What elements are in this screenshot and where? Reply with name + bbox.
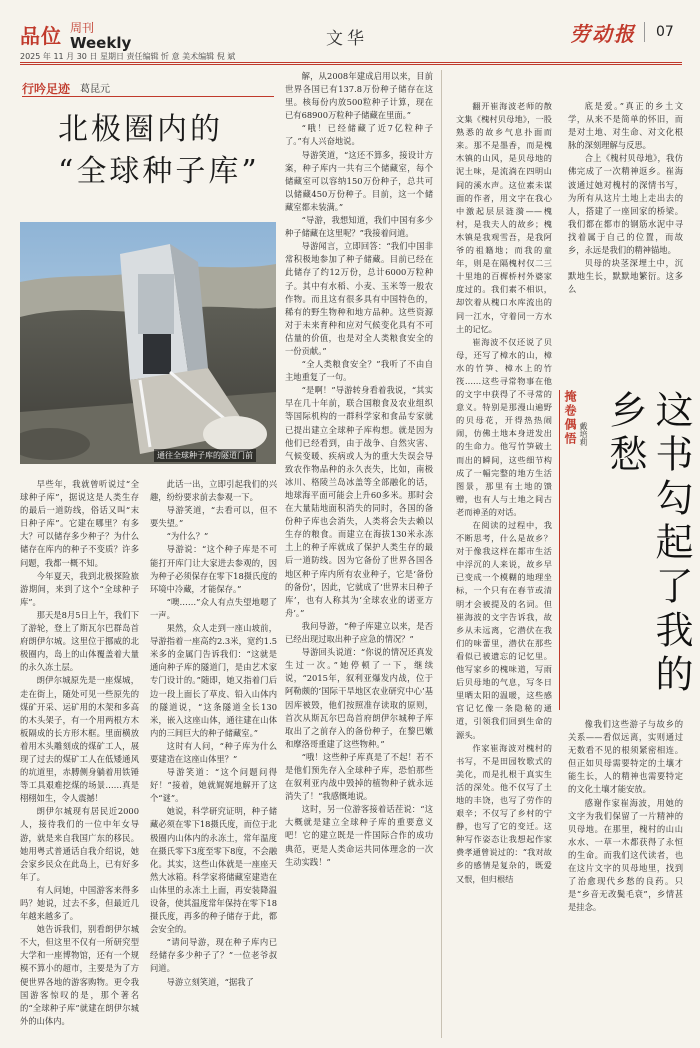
paragraph: 导游闻言，立即回答：“我们中国非常积极地参加了种子储藏。目前已经在此储存了约12万份，总计6000万粒种子。其中有水稻、小麦、玉米等一般农作物。而且这有很多具有中国特色的，稀有的野生物种和地方品种。这些资源对于未来育种和应对气候变化具有不可估量的价值，也是对全人类粮食安全的一份贡献。”	[285, 241, 433, 356]
column-tag: 行吟足迹	[22, 82, 71, 96]
header-divider	[644, 22, 645, 42]
paragraph: “哦！这些种子库真是了不起！若不是他们预先存入全球种子库，恐怕那些在叙利亚内战中毁掉的植物种子就永远消失了！”我感慨地说。	[285, 751, 433, 802]
photo-caption: 通往全球种子库的隧道门前	[154, 449, 256, 462]
paragraph: 早些年，我就曾听说过“全球种子库”，据说这是人类生存的最后一道防线，俗话又叫“末日种子库”。它建在哪里？有多大？可以储存多少种子？为什么储存在库内的种子不变质？许多问题，我都一概不知。	[20, 479, 139, 568]
article2-column-1	[456, 100, 552, 1025]
paragraph: 合上《槐村贝母地》，我仿佛完成了一次精神返乡。崔海波通过她对槐村的深情书写，为所有从这片土地上走出去的人，搭建了一座回家的桥梁。我们都在都市的钢筋水泥中寻找着属于自己的位置，而故乡，永远是我们的精神锚地。	[568, 153, 683, 256]
paragraph: 在阅读的过程中，我不断思考，什么是故乡？对于像我这样在都市生活中浮沉的人来说，故乡早已变成一个模糊的地理坐标，一个只有在春节或清明才会被提及的名词。但崔海波的文字告诉我，故乡从未远离，它潜伏在我们的味蕾里，潜伏在那些看似已被遗忘的记忆里。他写家乡的槐味道，写雨后贝母地的气息，写冬日里晒太阳的温暖，这些感官记忆像一条隐秘的通道，引领我们回到生命的源头。	[456, 520, 552, 740]
paragraph: 解，从2008年建成启用以来，目前世界各国已有137.8万份种子储存在这里。核每份内放500粒种子计算，现在已有68900万粒种子储藏在里面。”	[285, 71, 433, 121]
article1-column-2	[150, 478, 277, 1038]
paragraph: 导游回头说道：“你说的情况还真发生过一次。”她停顿了一下，继续说，“2015年，叙利亚爆发内战，位于阿勒颇的‘国际干旱地区农业研究中心’基因库被毁，他们按照准存读取的原则，首次从斯瓦尔巴岛首府朗伊尔城种子库取出了之前存入的备份种子，在黎巴嫩和摩洛哥重建了这些物种。”	[285, 647, 433, 749]
article1-column-1	[20, 478, 139, 1038]
paragraph: “哦！已经储藏了近7亿粒种子了。”有人兴奋地说。	[285, 123, 433, 147]
paragraph: 这时有人问，“种子库为什么要建造在这座山体里？”	[150, 740, 277, 764]
page-number: 07	[656, 24, 674, 40]
paragraph: 我问导游，“种子库建立以来，是否已经出现过取出种子应急的情况？”	[285, 620, 433, 645]
paragraph: 导游说：“这个种子库是不可能打开库门让大家进去参观的，因为种子必须保存在零下18摄氏度的环境中冷藏，才能保存。”	[150, 544, 277, 594]
header-rule	[20, 62, 682, 63]
paragraph: “是啊！”导游转身看着我说，“其实早在几十年前，联合国粮食及农业组织等国际机构的一群科学家和食品专家就已提出建立全球种子库构想。就是因为他们已经看到，由于战争、自然灾害、气候变暖、疾病或人为的重大失误会导致农作物品种的永久丧失，比如，南极冰川、格陵兰岛冰盖等全部融化的话，地球海平面可能会上升60多米。那时会在大量陆地面积消失的同时，各国的备份种子库也会消失，人类将会失去赖以生存的粮食。而建立在海拔130米永冻土上的种子库就成了保护人类生存的最后一道防线。因为它备份了世界各国各地区种子库内所有农业种子，它是‘备份的备份’，因此，它就成了‘世界末日种子库’，也有人称其为‘全球农业的诺亚方舟’。”	[285, 385, 433, 618]
paragraph: “噢……”众人有点失望地嗯了一声。	[150, 596, 277, 620]
article-author: 葛昆元	[80, 84, 110, 95]
paragraph: 果然，众人走到一座山坡前，导游指着一座高约2.3米，宽约1.5米多的金属门告诉我们：“这就是通向种子库的隧道门，是由艺术家专门设计的。”随即，她又指着门后边一段上面长了草皮、铅入山体内的隧道说，“这条隧道全长130米，嵌入这座山体，通往建在山体内的三间巨大的种子储藏室。”	[150, 623, 277, 738]
paragraph: 像我们这些游子与故乡的关系——看似远离，实则通过无数看不见的根须紧密相连。但正如贝母需要特定的土壤才能生长，人的精神也需要特定的文化土壤才能安放。	[568, 719, 683, 795]
article-title-line2: “全球种子库”	[58, 154, 260, 189]
paragraph: 贝母的块茎深埋土中，沉默地生长，默默地繁衍。这多么	[568, 258, 683, 295]
article2-author: 戴培莉	[579, 422, 588, 446]
feature-title-rule	[559, 390, 560, 710]
article2-title: 这书勾起了我的乡愁	[603, 390, 693, 698]
header-rule-secondary	[20, 64, 682, 65]
masthead: 劳动报	[570, 22, 636, 46]
article2-column-2	[568, 100, 683, 378]
article-title-line1: 北极圈内的	[58, 112, 223, 147]
issue-meta: 2025 年 11 月 30 日 星期日 责任编辑 忻 意 美术编辑 倪 斌	[20, 52, 236, 61]
brand-logo: 品位	[20, 24, 62, 48]
brand-logo-week: 周刊	[70, 21, 95, 35]
paragraph: “请问导游，现在种子库内已经储存多少种子了？”一位老爷叔问道。	[150, 937, 277, 974]
paragraph: 底是爱。”真正的乡土文学，从来不是简单的怀旧，而是对土地、对生命、对文化根脉的深刻理解与反思。	[568, 101, 683, 151]
paragraph: 导游笑道，“去看可以，但不要失望。”	[150, 505, 277, 529]
paragraph: 导游笑道：“这个问题问得好！”接着，她就娓娓地解开了这个“谜”。	[150, 767, 277, 804]
seed-vault-photo	[20, 222, 276, 464]
article2-column-3	[568, 718, 683, 1038]
paragraph: 她告诉我们，别看朗伊尔城不大，但这里不仅有一所研究型大学和一座博物馆，还有一个规模不算小的超市，主要是为了方便世界各地的游客购物。更令我国游客惊叹的是，那个著名的“全球种子库”就建在朗伊尔城外的山体内。	[20, 924, 139, 1026]
article1-column-3	[285, 70, 433, 1038]
feature-title-box	[562, 390, 693, 710]
paragraph: 她说，科学研究证明，种子储藏必须在零下18摄氏度，而位于北极圈内山体内的永冻土，常年温度在摄氏零下3度至零下8度，不会融化。其实，这些山体就是一座座天然大冰箱。科学家将储藏室建造在山体里的永冻土上面，再安装降温设备，使其温度常年保持在零下18摄氏度，再多的种子储存于此，都会安全的。	[150, 806, 277, 935]
column-separator	[441, 70, 442, 1038]
paragraph: 导游笑道，“这还不算多，接设计方案，种子库内一共有三个储藏室，每个储藏室可以容纳150万份种子，总共可以储藏450万份种子。目前，这一个储藏室都未装满。”	[285, 149, 433, 212]
paragraph: 这时，另一位游客接着话茬说：“这大概就是建立全球种子库的重要意义吧！它的建立既是一件国际合作的成功典范，更是人类命运共同体理念的一次生动实践！”	[285, 804, 433, 867]
paragraph: 崔海波不仅还说了贝母，还写了樟水的山，樟水的竹笋、樟水上的竹筏……这些寻常物事在他的文字中获得了不寻常的意义。特别是那漫山遍野的贝母花，开得热热闹闹，仿佛土地本身迸发出的生命力。他写竹笋破土而出的瞬间，这些细节构成了一幅完整的地方生活图景，那里有土地的馈赠，也有人与土地之间古老而神圣的对话。	[456, 336, 552, 517]
paragraph: 翻开崔海波老师的散文集《槐村贝母地》，一股熟悉的故乡气息扑面而来。那不是墨香，而是槐木镇的山风，是贝母地的泥土味，是流淌在四明山间的溪水声。这位素未谋面的作者，用文字在我心中激起层层涟漪——槐村，是我夫人的故乡；槐木镇是我观雪吾，是我阿爷的祖籍地；而我的童年，则是在隔槐村仅二三十里地的百樨桥村外婆家度过的。我们素不相识，却饮着从槐口水库流出的同一江水，守着同一方水土的记忆。	[456, 101, 552, 334]
column-tag-rule	[22, 96, 274, 97]
section-title: 文华	[326, 29, 368, 49]
paragraph: 今年夏天，我到北极探险旅游期间，来到了这个“全球种子库”。	[20, 570, 139, 607]
page-header	[0, 0, 700, 64]
paragraph: 有人问她，中国游客来得多吗？她说，过去不多，但最近几年越来越多了。	[20, 884, 139, 922]
paragraph: “为什么？”	[166, 531, 209, 542]
paragraph: 那天是8月5日上午，我们下了游轮，登上了斯瓦尔巴群岛首府朗伊尔城。这里位于挪威的北极圈内，岛上的山体覆盖着大量的永久冻土层。	[20, 609, 139, 673]
brand-logo-english: Weekly	[70, 34, 132, 52]
paragraph: 朗伊尔城现有居民近2000人，接待我们的一位中年女导游，就是来自我国广东的移民。她用粤式普通话自我介绍说，她会家乡民众在此岛上，已有好多年了。	[20, 806, 139, 882]
paragraph: 此话一出，立即引起我们的兴趣，纷纷要求前去参观一下。	[150, 479, 277, 503]
paragraph: 朗伊尔城原先是一座煤城，走在街上，随处可见一些原先的煤矿开采、运矿用的木架和多高的木头架子，有一个用两根方木板隔成的长方形木框。里面横放着用木头雕刻成的煤矿工人，展现了过去的煤矿工人在低矮通风的坑道里，赤膊侧身躺着用铁锤等工具艰难挖煤的场景……真是栩栩如生，令人震撼！	[20, 675, 139, 804]
column-tag-vertical: 掩卷偶悟	[563, 390, 577, 446]
paragraph: 导游立刻笑道，“据我了	[166, 976, 254, 987]
paragraph: 感谢作家崔海波，用她的文字为我们保留了一片精神的贝母地。在那里，槐村的山山水水、一草一木都获得了永恒的生命。而我们这代读者，也在这片文字的贝母地里，找到了治愈现代乡愁的良药。只是“乡音无改鬓毛衰”，乡情甚是挂念。	[568, 797, 683, 913]
paragraph: “导游，我想知道，我们中国有多少种子储藏在这里呢？”我接着问道。	[285, 215, 433, 239]
paragraph: 作家崔海波对槐村的书写，不是田园牧歌式的美化，而是扎根于真实生活的深处。他不仅写了土地的丰饶，也写了劳作的艰辛；不仅写了乡村的宁静，也写了它的变迁。这种写作姿态让我想起作家费孝通曾说过的：“我对故乡的感情是复杂的，既爱又恨，但归根结	[456, 742, 552, 884]
paragraph: “全人类粮食安全？”我听了不由自主地重复了一句。	[285, 359, 433, 383]
